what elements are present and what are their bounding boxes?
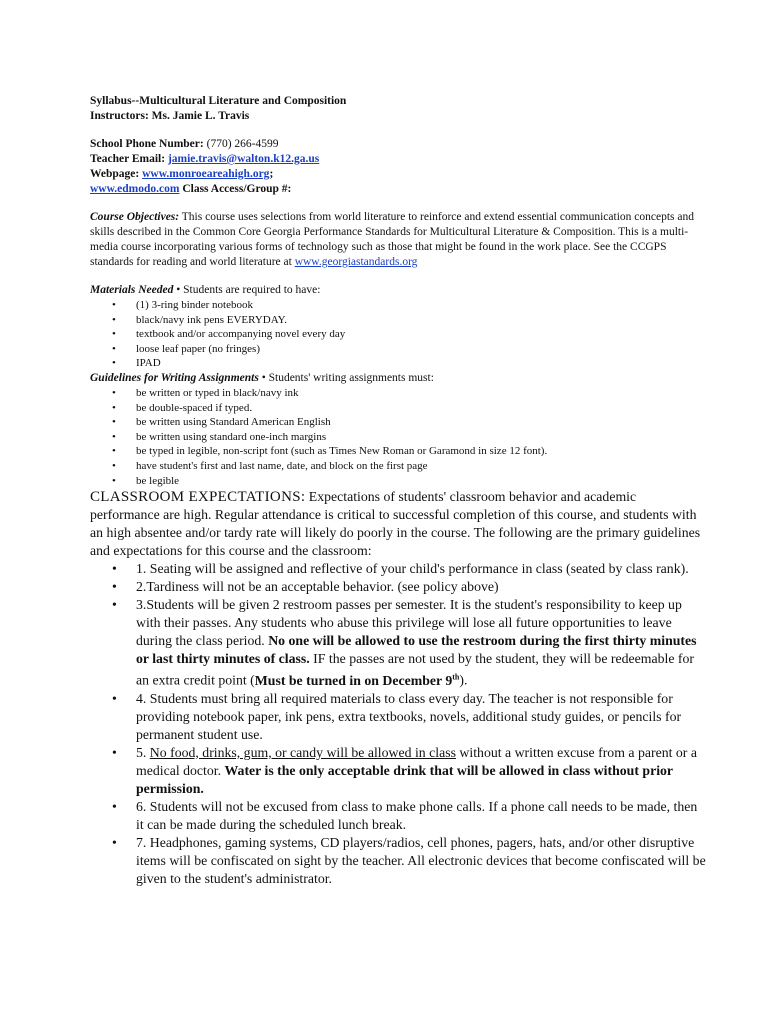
materials-intro: • Students are required to have: [173, 284, 321, 296]
item3-text-a: 3.Students will be given 2 restroom passes per semester. It is the student's responsibility to keep up with their passes. Any students who abuse this privilege will lose all future opportunities to leave during the class period. [136, 597, 682, 649]
list-item: • have student's first and last name, date, and block on the first page [136, 459, 708, 474]
list-item: • 1. Seating will be assigned and reflective of your child's performance in class (seated by class rank). [136, 560, 708, 578]
item5-bold: Water is the only acceptable drink that will be allowed in class without prior permission. [136, 762, 673, 796]
email-link[interactable]: jamie.travis@walton.k12.ga.us [167, 153, 320, 165]
webpage-link[interactable]: www.monroeareahigh.org [142, 168, 270, 180]
item5-text-b: without a written excuse from a parent or a medical doctor. [136, 744, 697, 778]
expectations-intro: Expectations of students' classroom behavior and academic performance are high. Regular attendance is critical to successful completion of this course, and students with an high absentee and/or tardy rate will likely do poorly in the course. The following are the primary guidelines and expectations for this course and the classroom: [90, 489, 701, 559]
phone-label: School Phone Number: [90, 138, 204, 150]
list-item [136, 744, 708, 798]
item3-text-e: ). [459, 672, 468, 688]
list-item: • be legible [136, 474, 708, 489]
list-item [136, 596, 708, 690]
course-objectives [90, 210, 708, 270]
item3-text-c: IF the passes are not used by the student, they will be redeemable for an extra credit point ( [136, 651, 695, 688]
guidelines-intro: • Students' writing assignments must: [258, 371, 434, 384]
item5-underlined: No food, drinks, gum, or candy will be allowed in class [149, 744, 456, 760]
objectives-text: This course uses selections from world literature to reinforce and extend essential communication concepts and skills described in the Common Core Georgia Performance Standards for Multicultural Literature & Composition. This is a multi-media course incorporating various forms of technology such as those that might be found in the work place. See the CCGPS standards for reading and world literature at [90, 211, 694, 268]
list-item: • be written or typed in black/navy ink [136, 386, 708, 401]
list-item: • be written using standard one-inch margins [136, 430, 708, 445]
edmodo-link[interactable]: www.edmodo.com [90, 183, 180, 195]
list-item: • textbook and/or accompanying novel every day [136, 327, 708, 342]
item3-bold-rule: No one will be allowed to use the restroom during the first thirty minutes or last thirty minutes of class. [136, 633, 697, 667]
webpage-after: ; [269, 168, 274, 180]
item3-deadline [255, 673, 460, 688]
classroom-expectations [90, 488, 708, 560]
guidelines-label: Guidelines for Writing Assignments [90, 371, 259, 384]
email-line [90, 152, 708, 167]
guidelines-list [90, 386, 708, 488]
list-item: • (1) 3-ring binder notebook [136, 298, 708, 313]
materials-list [90, 298, 708, 371]
list-item: • be typed in legible, non-script font (such as Times New Roman or Garamond in size 12 font). [136, 444, 708, 459]
item3-deadline-text: Must be turned in on December 9 [254, 672, 453, 688]
instructors-line: Instructors: Ms. Jamie L. Travis [90, 110, 250, 122]
list-item: • 2.Tardiness will not be an acceptable behavior. (see policy above) [136, 578, 708, 596]
phone-line [90, 137, 708, 152]
email-label: Teacher Email: [90, 153, 166, 165]
list-item: • black/navy ink pens EVERYDAY. [136, 313, 708, 328]
phone-value: (770) 266-4599 [203, 138, 279, 150]
list-item: • IPAD [136, 356, 708, 371]
webpage-label: Webpage: [90, 168, 140, 180]
webpage-line [90, 167, 708, 182]
list-item: • 7. Headphones, gaming systems, CD players/radios, cell phones, pagers, hats, and/or other disruptive items will be confiscated on sight by the teacher. All electronic devices that become confiscated will be given to the student's administrator. [136, 834, 708, 888]
item3-sup: th [452, 672, 460, 682]
edmodo-after: Class Access/Group #: [179, 183, 292, 195]
georgia-standards-link[interactable]: www.georgiastandards.org [294, 256, 418, 268]
doc-title: Syllabus--Multicultural Literature and Composition [90, 95, 347, 107]
list-item: • 4. Students must bring all required materials to class every day. The teacher is not responsible for providing notebook paper, ink pens, extra textbooks, novels, additional study guides, or pencils for permanent student use. [136, 690, 708, 744]
objectives-label: Course Objectives: [90, 211, 180, 223]
expectations-title: CLASSROOM EXPECTATIONS: [90, 489, 306, 506]
expectations-list [90, 560, 708, 888]
guidelines-heading [90, 371, 708, 386]
list-item: • loose leaf paper (no fringes) [136, 342, 708, 357]
materials-heading [90, 283, 708, 298]
list-item: • be written using Standard American English [136, 415, 708, 430]
list-item: • 6. Students will not be excused from class to make phone calls. If a phone call needs to be made, then it can be made during the scheduled lunch break. [136, 798, 708, 834]
edmodo-line [90, 182, 708, 197]
materials-label: Materials Needed [90, 284, 174, 296]
list-item: • be double-spaced if typed. [136, 401, 708, 416]
item5-text-a: 5. [136, 744, 150, 760]
